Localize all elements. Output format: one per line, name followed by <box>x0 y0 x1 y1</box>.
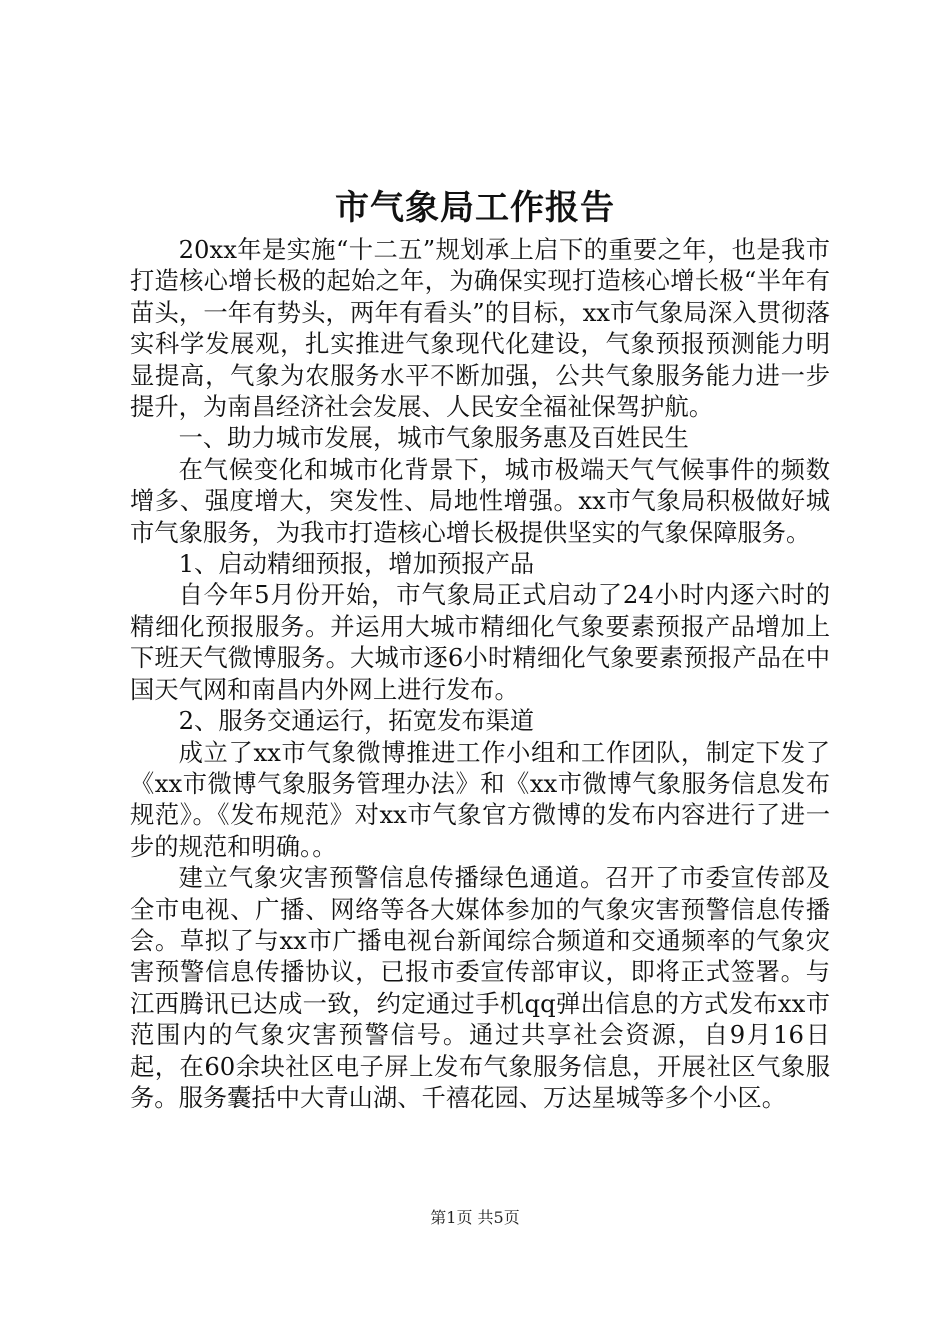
paragraph-subsection-2b: 建立气象灾害预警信息传播绿色通道。召开了市委宣传部及全市电视、广播、网络等各大媒体参加的气象灾害预警信息传播会。草拟了与xx市广播电视台新闻综合频道和交通频率的气象灾害预警信息传播协议，已报市委宣传部审议，即将正式签署。与江西腾讯已达成一致，约定通过手机qq弹出信息的方式发布xx市范围内的气象灾害预警信号。通过共享社会资源，自9月16日起，在60余块社区电子屏上发布气象服务信息，开展社区气象服务。服务囊括中大青山湖、千禧花园、万达星城等多个小区。 <box>130 863 830 1112</box>
section-heading-1: 一、助力城市发展，城市气象服务惠及百姓民生 <box>178 423 689 453</box>
document-body <box>130 234 830 1113</box>
paragraph-section-1: 在气候变化和城市化背景下，城市极端天气气候事件的频数增多、强度增大，突发性、局地性增强。xx市气象局积极做好城市气象服务，为我市打造核心增长极提供坚实的气象保障服务。 <box>130 454 830 547</box>
subheading-2: 2、服务交通运行，拓宽发布渠道 <box>178 706 535 736</box>
page-footer: 第1页 共5页 <box>430 1208 520 1227</box>
document-title: 市气象局工作报告 <box>335 188 615 228</box>
subheading-1: 1、启动精细预报，增加预报产品 <box>178 549 535 579</box>
paragraph-subsection-1: 自今年5月份开始，市气象局正式启动了24小时内逐六时的精细化预报服务。并运用大城市精细化气象要素预报产品增加上下班天气微博服务。大城市逐6小时精细化气象要素预报产品在中国天气网和南昌内外网上进行发布。 <box>130 580 830 704</box>
paragraph-subsection-2a: 成立了xx市气象微博推进工作小组和工作团队，制定下发了《xx市微博气象服务管理办法》和《xx市微博气象服务信息发布规范》。《发布规范》对xx市气象官方微博的发布内容进行了进一步的规范和明确。。 <box>130 737 830 861</box>
paragraph-intro: 20xx年是实施“十二五”规划承上启下的重要之年，也是我市打造核心增长极的起始之年，为确保实现打造核心增长极“半年有苗头，一年有势头，两年有看头”的目标，xx市气象局深入贯彻落实科学发展观，扎实推进气象现代化建设，气象预报预测能力明显提高，气象为农服务水平不断加强，公共气象服务能力进一步提升，为南昌经济社会发展、人民安全福祉保驾护航。 <box>130 235 830 422</box>
